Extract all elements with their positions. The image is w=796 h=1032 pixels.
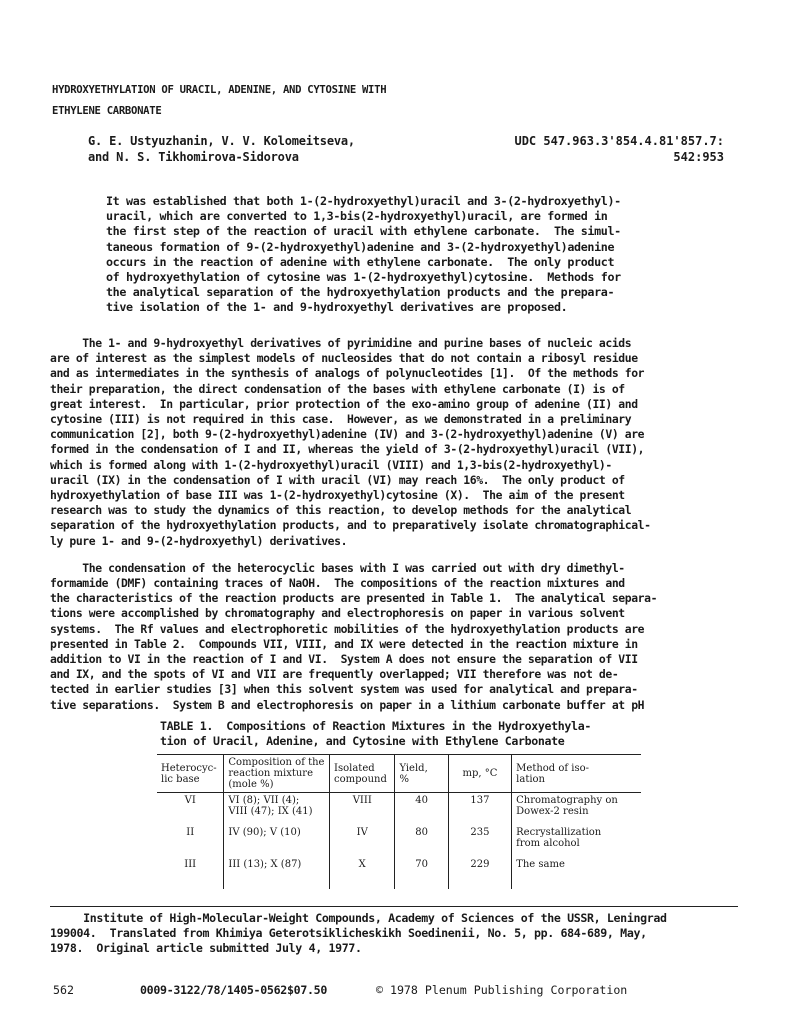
abstract-line: It was established that both 1-(2-hydroxyethyl)uracil and 3-(2-hydroxyethyl)- <box>106 194 621 208</box>
cell-base: II <box>186 827 195 838</box>
body-line: their preparation, the direct condensation of the bases with ethylene carbonate (I) is of <box>50 381 625 396</box>
body-line: uracil (IX) in the condensation of I with uracil (VI) may reach 16%. The only product of <box>50 472 625 487</box>
body-line: formed in the condensation of I and II, whereas the yield of 3-(2-hydroxyethyl)uracil (VII), <box>50 442 645 457</box>
issn-code: 0009-3122/78/1405-0562$07.50 <box>140 983 328 997</box>
udc-line: UDC 547.963.3'854.4.81'857.7: <box>514 134 724 148</box>
body-line: and IX, and the spots of VI and VII are frequently overlapped; VII therefore was not de- <box>50 667 619 682</box>
header-composition: Composition of the reaction mixture (mole %) <box>224 755 330 793</box>
body-line: ly pure 1- and 9-(2-hydroxyethyl) derivatives. <box>50 533 348 548</box>
body-line: tions were accomplished by chromatography and electrophoresis on paper in various solvent <box>50 606 625 621</box>
table-row <box>157 793 641 826</box>
cell-yield: 70 <box>395 857 448 889</box>
abstract-line: occurs in the reaction of adenine with ethylene carbonate. The only product <box>106 254 615 269</box>
body-line: systems. The Rf values and electrophoretic mobilities of the hydroxyethylation products are <box>50 621 645 636</box>
header-method: Method of iso- lation <box>512 755 641 793</box>
composition-table <box>157 754 641 889</box>
cell-yield: 80 <box>395 825 448 857</box>
header-yield: Yield, % <box>395 755 448 793</box>
footnote-line: 199004. Translated from Khimiya Geterotsiklicheskikh Soedinenii, No. 5, pp. 684-689, May, <box>50 926 647 941</box>
cell-method: Recrystallization from alcohol <box>512 825 641 857</box>
cell-compound: VIII <box>330 793 395 826</box>
cell-base: III <box>184 859 197 870</box>
title-line: HYDROXYETHYLATION OF URACIL, ADENINE, AND CYTOSINE WITH <box>52 84 387 96</box>
abstract-line: the first step of the reaction of uracil with ethylene carbonate. The simul- <box>106 224 621 239</box>
body-line: The 1- and 9-hydroxyethyl derivatives of pyrimidine and purine bases of nucleic acids <box>50 336 632 350</box>
footnote-line: Institute of High-Molecular-Weight Compounds, Academy of Sciences of the USSR, Leningrad <box>50 911 667 925</box>
authors-line: G. E. Ustyuzhanin, V. V. Kolomeitseva, <box>88 134 355 148</box>
body-line: cytosine (III) is not required in this case. However, as we demonstrated in a preliminary <box>50 412 632 427</box>
title-line: ETHYLENE CARBONATE <box>52 105 162 117</box>
udc-line: 542:953 <box>673 150 724 164</box>
body-line: formamide (DMF) containing traces of NaOH. The compositions of the reaction mixtures and <box>50 576 625 591</box>
abstract-line: taneous formation of 9-(2-hydroxyethyl)adenine and 3-(2-hydroxyethyl)adenine <box>106 239 615 254</box>
cell-compound: X <box>330 857 395 889</box>
cell-composition: VI (8); VII (4); VIII (47); IX (41) <box>224 793 330 826</box>
cell-mp: 137 <box>448 793 511 826</box>
cell-yield: 40 <box>395 793 448 826</box>
paragraph-gap <box>50 549 746 561</box>
cell-base: VI <box>184 795 196 806</box>
footnote-divider <box>50 906 738 907</box>
body-line: tected in earlier studies [3] when this solvent system was used for analytical and prepara- <box>50 682 638 697</box>
paragraph-2 <box>50 561 746 713</box>
body-line: communication [2], both 9-(2-hydroxyethyl)adenine (IV) and 3-(2-hydroxyethyl)adenine (V) are <box>50 427 645 442</box>
abstract-line: of hydroxyethylation of cytosine was 1-(2-hydroxyethyl)cytosine. Methods for <box>106 270 621 285</box>
body-line: and as intermediates in the synthesis of analogs of polynucleotides [1]. Of the methods for <box>50 366 645 381</box>
abstract <box>106 194 686 316</box>
body-line: which is formed along with 1-(2-hydroxyethyl)uracil (VIII) and 1,3-bis(2-hydroxyethyl)- <box>50 457 612 472</box>
footnote-line: 1978. Original article submitted July 4, 1977. <box>50 941 362 956</box>
udc-code <box>514 133 724 165</box>
cell-compound: IV <box>330 825 395 857</box>
abstract-line: tive isolation of the 1- and 9-hydroxyethyl derivatives are proposed. <box>106 300 568 315</box>
authors <box>88 133 355 165</box>
caption-line: tion of Uracil, Adenine, and Cytosine with Ethylene Carbonate <box>160 734 565 749</box>
abstract-line: uracil, which are converted to 1,3-bis(2-hydroxyethyl)uracil, are formed in <box>106 209 608 224</box>
body-line: great interest. In particular, prior protection of the exo-amino group of adenine (II) and <box>50 396 638 411</box>
cell-method: Chromatography on Dowex-2 resin <box>512 793 641 826</box>
cell-method: The same <box>512 857 641 889</box>
cell-mp: 235 <box>448 825 511 857</box>
body-line: are of interest as the simplest models of nucleosides that do not contain a ribosyl residue <box>50 351 638 366</box>
cell-composition: III (13); X (87) <box>224 857 330 889</box>
paragraph-1 <box>50 336 746 549</box>
body-line: tive separations. System B and electrophoresis on paper in a lithium carbonate buffer at pH <box>50 697 645 712</box>
body-line: research was to study the dynamics of this reaction, to develop methods for the analytical <box>50 503 632 518</box>
table-1 <box>157 754 641 889</box>
page-number: 562 <box>53 983 74 997</box>
copyright: © 1978 Plenum Publishing Corporation <box>376 983 628 997</box>
footnote <box>50 911 750 957</box>
caption-line: TABLE 1. Compositions of Reaction Mixtures in the Hydroxyethyla- <box>160 719 591 733</box>
table-header-row <box>157 755 641 793</box>
cell-mp: 229 <box>448 857 511 889</box>
table-caption <box>160 719 680 749</box>
table-row <box>157 857 641 889</box>
header-isolated-compound: Isolated compound <box>330 755 395 793</box>
table-row <box>157 825 641 857</box>
authors-line: and N. S. Tikhomirova-Sidorova <box>88 150 299 164</box>
cell-composition: IV (90); V (10) <box>224 825 330 857</box>
header-mp: mp, °C <box>448 755 511 793</box>
article-title <box>52 80 612 122</box>
body-line: The condensation of the heterocyclic bases with I was carried out with dry dimethyl- <box>50 560 625 575</box>
body-line: separation of the hydroxyethylation products, and to preparatively isolate chromatographical- <box>50 518 651 533</box>
body-text <box>50 336 746 713</box>
body-line: presented in Table 2. Compounds VII, VIII, and IX were detected in the reaction mixture in <box>50 636 638 651</box>
body-line: the characteristics of the reaction products are presented in Table 1. The analytical separa- <box>50 591 658 606</box>
body-line: addition to VI in the reaction of I and VI. System A does not ensure the separation of VII <box>50 652 638 667</box>
abstract-line: the analytical separation of the hydroxyethylation products and the prepara- <box>106 285 615 300</box>
header-heterocyclic-base: Heterocyc- lic base <box>157 755 224 793</box>
body-line: hydroxyethylation of base III was 1-(2-hydroxyethyl)cytosine (X). The aim of the present <box>50 488 625 503</box>
